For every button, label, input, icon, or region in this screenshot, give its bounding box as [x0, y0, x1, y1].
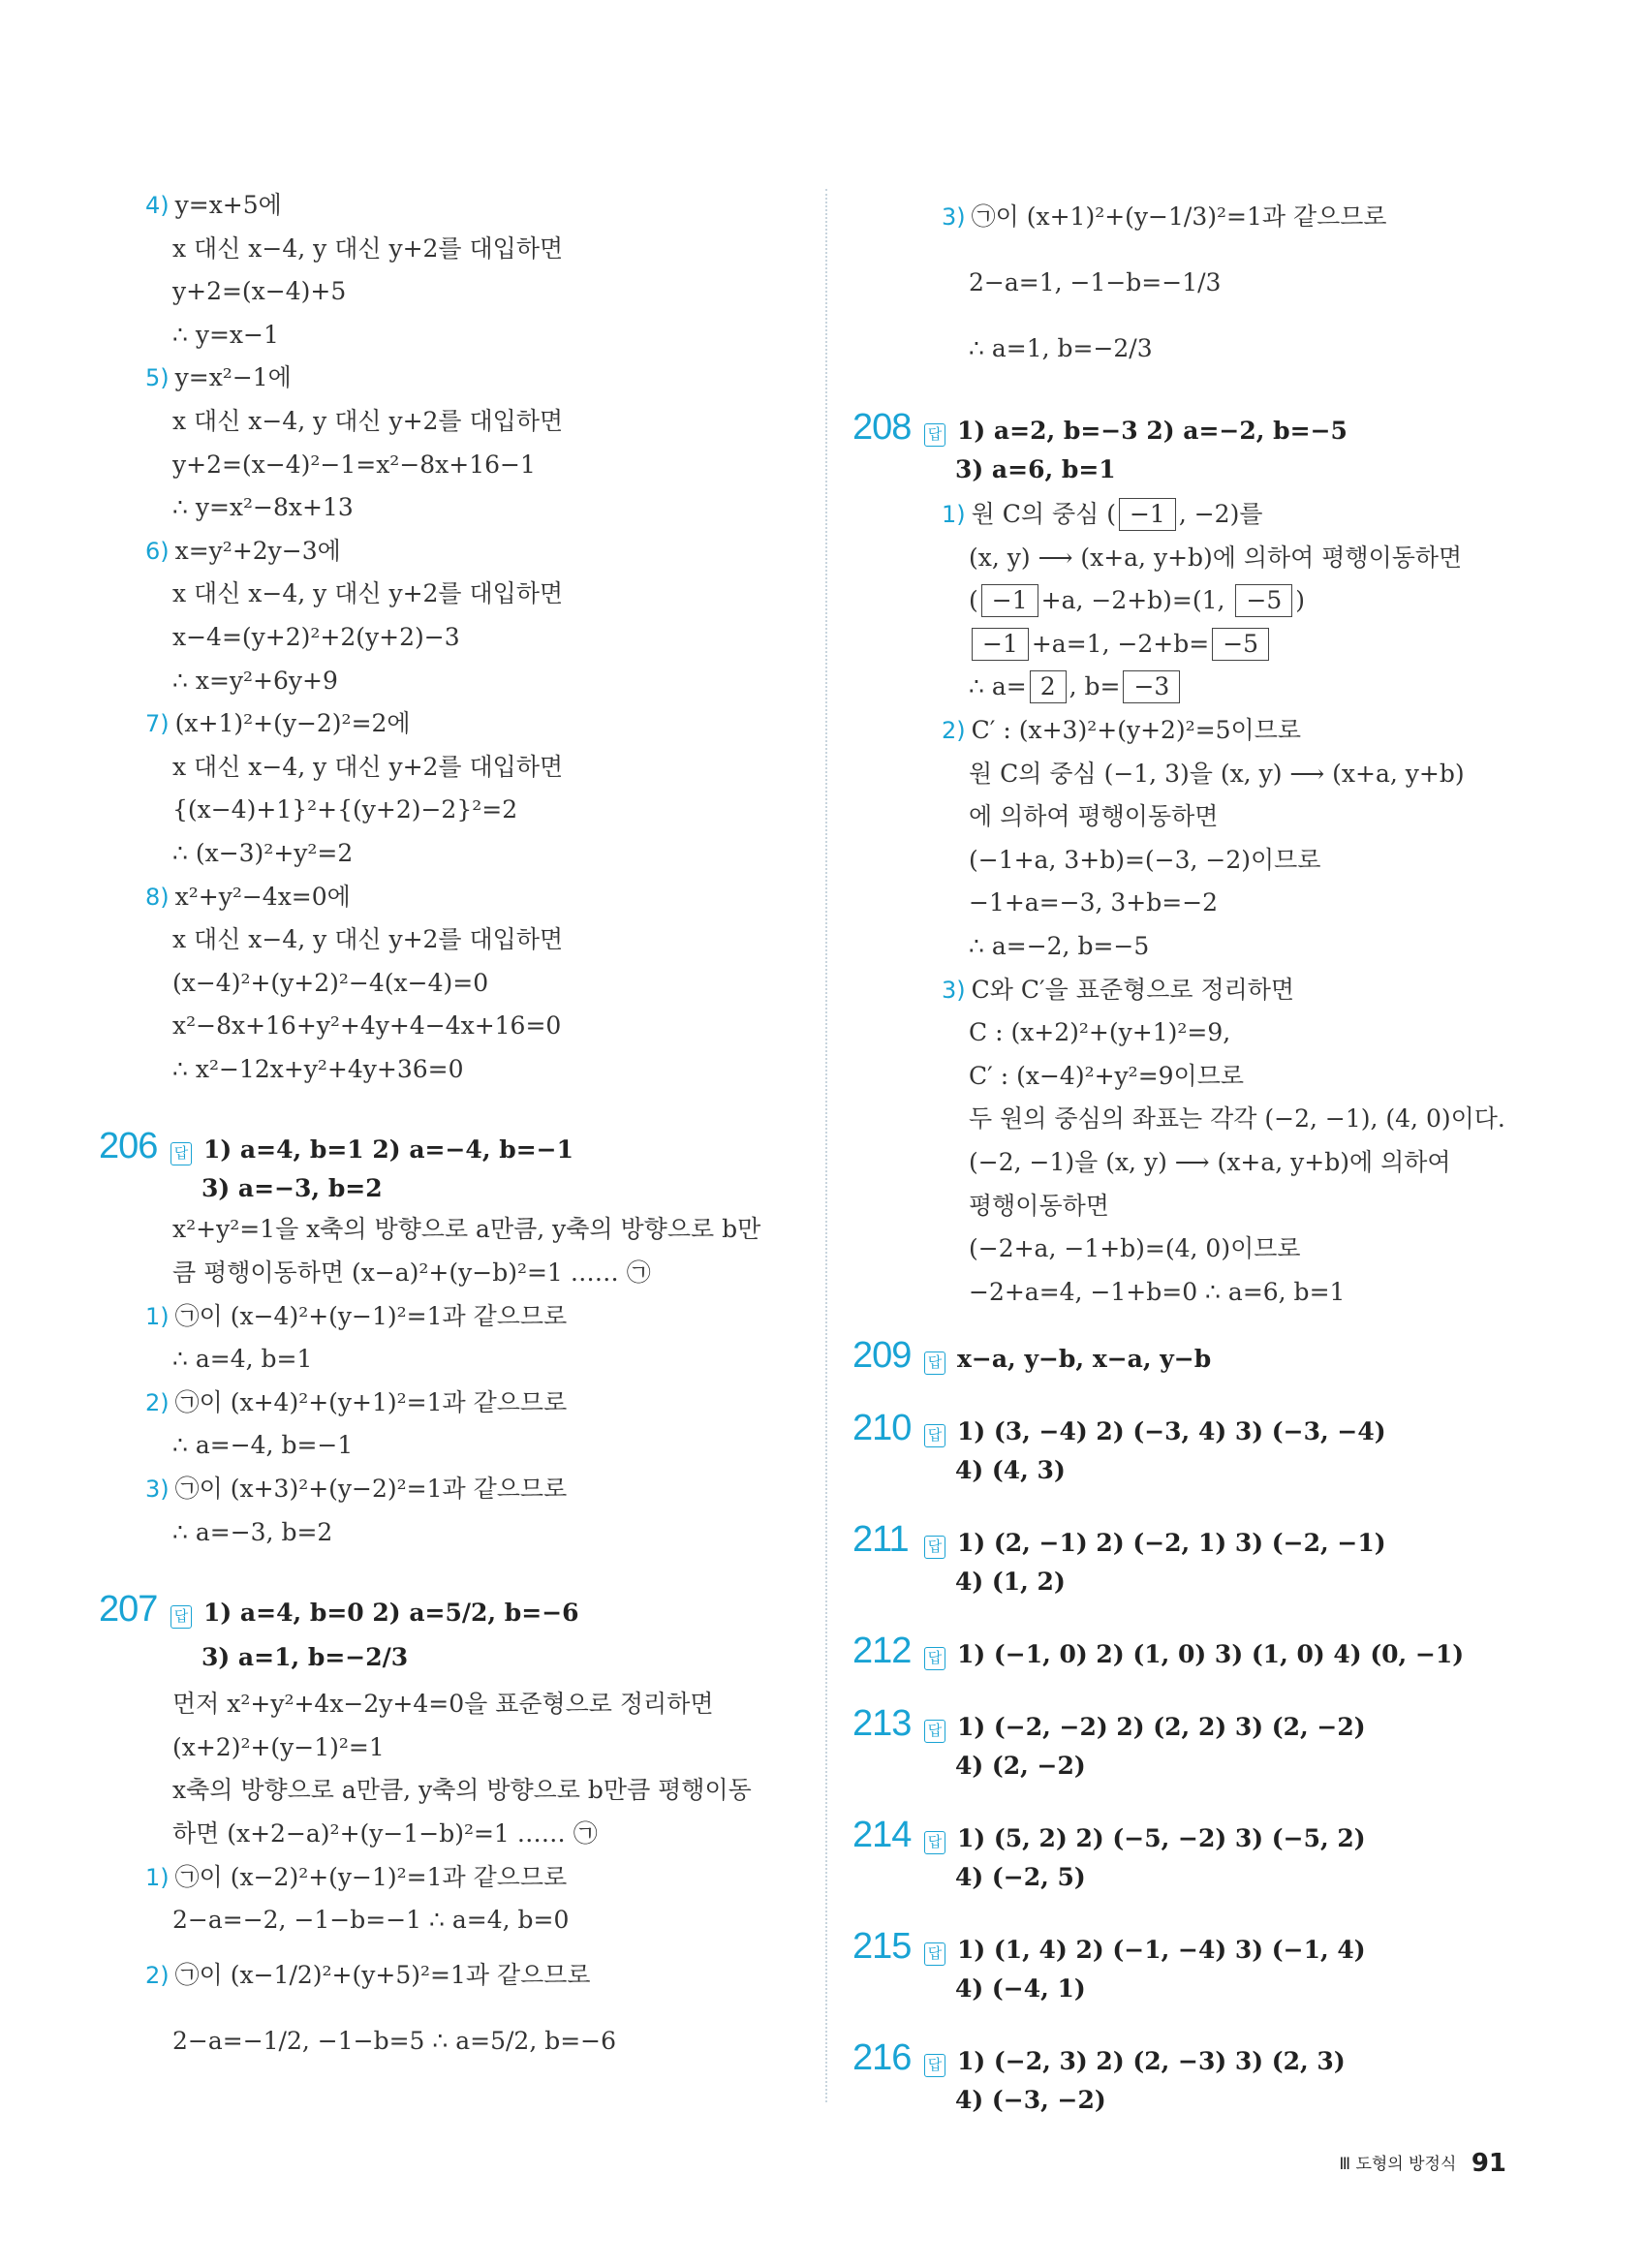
- problem-208: [852, 407, 1531, 1314]
- answer-line-1: 1) a=2, b=−3 2) a=−2, b=−5: [957, 417, 1348, 445]
- answer-line-1: 1) (−2, −2) 2) (2, 2) 3) (2, −2): [957, 1713, 1366, 1742]
- answer-line-2: 4) (−4, 1): [955, 1974, 1086, 2004]
- item-number: 3): [942, 976, 966, 1004]
- solution-line: [942, 316, 1531, 382]
- answer-line-2: 4) (−3, −2): [955, 2086, 1106, 2115]
- solution-line: [145, 1899, 804, 1942]
- line-text: ㉠이 (x−2)²+(y−1)²=1과 같으므로: [174, 1862, 568, 1891]
- problem-number: 207: [99, 1589, 158, 1631]
- text: +a, −2+b)=(1,: [1040, 586, 1233, 615]
- page-footer: [1339, 2149, 1506, 2178]
- line-text: x축의 방향으로 a만큼, y축의 방향으로 b만큼 평행이동: [172, 1776, 752, 1805]
- right-column: [852, 184, 1531, 2120]
- problem-number: 212: [852, 1631, 912, 1672]
- answer-line-1: 1) (2, −1) 2) (−2, 1) 3) (−2, −1): [957, 1529, 1386, 1558]
- line-text: C′ : (x−4)²+y²=9이므로: [969, 1061, 1244, 1090]
- blank-box: −1: [1119, 498, 1176, 531]
- item-number: 1): [145, 1302, 170, 1330]
- spacer: [145, 1091, 804, 1126]
- line-text: ∴ a=1, b=−2/3: [969, 334, 1153, 362]
- answer-badge: 답: [924, 2054, 945, 2077]
- line-text: (−2+a, −1+b)=(4, 0)이므로: [969, 1234, 1301, 1263]
- solution-line: [145, 1424, 804, 1468]
- line-text: {(x−4)+1}²+{(y+2)−2}²=2: [172, 795, 518, 824]
- blank-box: −5: [1212, 628, 1269, 661]
- problem-207: [99, 1589, 804, 2074]
- solution-line: [145, 1726, 804, 1770]
- solution-line: [942, 1055, 1531, 1099]
- answer-header: [852, 1408, 1531, 1451]
- solution-line: [942, 882, 1531, 925]
- line-text: 2−a=1, −1−b=−1/3: [969, 268, 1222, 296]
- solution-line: [942, 666, 1531, 709]
- text: ∴ a=: [969, 672, 1027, 701]
- solution-line: [145, 660, 804, 703]
- problem-number: 216: [852, 2037, 912, 2079]
- item-number: 5): [145, 364, 170, 392]
- line-text: y=x+5에: [174, 191, 282, 219]
- solution-line: [145, 2008, 804, 2074]
- solution-line: [145, 400, 804, 444]
- answer-badge: 답: [924, 1647, 945, 1670]
- line-text: x²+y²=1을 x축의 방향으로 a만큼, y축의 방향으로 b만: [172, 1215, 761, 1244]
- line-text: ∴ (x−3)²+y²=2: [172, 838, 354, 867]
- solution-line: [145, 1252, 804, 1295]
- line-text: ∴ x=y²+6y+9: [172, 666, 338, 695]
- answer-block: [852, 1926, 1531, 2008]
- answer-badge: 답: [924, 1351, 945, 1375]
- solution-line: [145, 1813, 804, 1856]
- solution-line: [145, 1295, 804, 1339]
- solution-line: [145, 573, 804, 616]
- solution-line: [942, 250, 1531, 316]
- answer-header: [99, 1589, 804, 1632]
- solution-line: [145, 962, 804, 1006]
- problem-number: 214: [852, 1815, 912, 1856]
- problem-number: 206: [99, 1126, 158, 1167]
- solution-line: [145, 184, 804, 228]
- answer-block: [852, 1631, 1531, 1674]
- line-text: 먼저 x²+y²+4x−2y+4=0을 표준형으로 정리하면: [172, 1690, 714, 1719]
- spacer: [852, 382, 1531, 407]
- line-text: 에 의하여 평행이동하면: [969, 802, 1219, 831]
- answer-line-2: 4) (−2, 5): [955, 1863, 1086, 1892]
- answer-badge: 답: [170, 1605, 192, 1629]
- page-number: 91: [1471, 2149, 1506, 2178]
- answer-badge: 답: [924, 1536, 945, 1559]
- blank-box: −1: [981, 584, 1038, 617]
- answer-line-2: 4) (2, −2): [955, 1752, 1086, 1781]
- solution-line: [145, 616, 804, 660]
- answer-header: [99, 1126, 804, 1169]
- line-text: (−2, −1)을 (x, y) ⟶ (x+a, y+b)에 의하여: [969, 1147, 1451, 1176]
- text: , b=: [1069, 672, 1121, 701]
- line-text: C와 C′을 표준형으로 정리하면: [971, 975, 1295, 1004]
- line-text: ∴ y=x²−8x+13: [172, 493, 354, 522]
- line-text: x²+y²−4x=0에: [174, 882, 351, 911]
- line-text: x²−8x+16+y²+4y+4−4x+16=0: [172, 1011, 562, 1041]
- line-text: 평행이동하면: [969, 1191, 1109, 1220]
- text: ): [1295, 586, 1306, 615]
- answer-line-2: 3) a=−3, b=2: [201, 1174, 383, 1203]
- solution-line: [145, 228, 804, 271]
- solution-line: [942, 753, 1531, 796]
- answer-block: [852, 1335, 1531, 1379]
- solution-line: [145, 876, 804, 919]
- problem-206: [99, 1126, 804, 1554]
- item-number: 2): [942, 716, 966, 744]
- solution-line: [942, 1011, 1531, 1055]
- answer-badge: 답: [924, 423, 945, 447]
- line-text: 큼 평행이동하면 (x−a)²+(y−b)²=1 …… ㉠: [172, 1258, 651, 1288]
- solution-line: [942, 709, 1531, 753]
- line-text: ∴ a=−3, b=2: [172, 1517, 333, 1546]
- line-text: ∴ y=x−1: [172, 320, 279, 349]
- answer-block: [852, 1408, 1531, 1490]
- problem-number: 210: [852, 1408, 912, 1449]
- solution-line: [145, 530, 804, 574]
- line-text: 2−a=−1/2, −1−b=5 ∴ a=5/2, b=−6: [172, 2026, 617, 2055]
- answer-line-2: 3) a=1, b=−2/3: [201, 1643, 409, 1672]
- answer-line-1: 1) (−2, 3) 2) (2, −3) 3) (2, 3): [957, 2047, 1346, 2076]
- solution-line: [145, 1856, 804, 1900]
- text: 원 C의 중심 (: [971, 500, 1116, 528]
- problem-number: 211: [852, 1519, 909, 1561]
- answer-line-1: 1) (3, −4) 2) (−3, 4) 3) (−3, −4): [957, 1417, 1386, 1446]
- item-number: 3): [942, 203, 966, 231]
- item-number: 7): [145, 710, 170, 738]
- solution-line: [145, 746, 804, 790]
- solution-line: [942, 1271, 1531, 1315]
- problem-number: 209: [852, 1335, 912, 1377]
- text: , −2)를: [1178, 500, 1263, 528]
- answer-block: [852, 1815, 1531, 1897]
- answer-line-1: 1) (1, 4) 2) (−1, −4) 3) (−1, 4): [957, 1936, 1366, 1965]
- solution-line: [145, 1208, 804, 1252]
- line-text: −2+a=4, −1+b=0 ∴ a=6, b=1: [969, 1277, 1346, 1306]
- solution-line: [145, 1338, 804, 1382]
- line-text: ㉠이 (x+4)²+(y+1)²=1과 같으므로: [174, 1387, 568, 1416]
- problem-number: 208: [852, 407, 912, 448]
- answer-header: [852, 1519, 1531, 1563]
- chapter-title: Ⅲ 도형의 방정식: [1339, 2155, 1457, 2174]
- answer-block: [852, 1703, 1531, 1786]
- solution-line: [145, 1048, 804, 1092]
- solution-line: [145, 357, 804, 400]
- item-number: 1): [145, 1863, 170, 1891]
- line-text: C′ : (x+3)²+(y+2)²=5이므로: [971, 715, 1301, 744]
- solution-line: [145, 702, 804, 746]
- text: (: [969, 586, 978, 615]
- answer-line-1: 1) (−1, 0) 2) (1, 0) 3) (1, 0) 4) (0, −1): [957, 1640, 1465, 1669]
- solution-line: [145, 1942, 804, 2008]
- line-text: ㉠이 (x+1)²+(y−1/3)²=1과 같으므로: [971, 202, 1387, 231]
- line-text: C : (x+2)²+(y+1)²=9,: [969, 1018, 1231, 1047]
- answer-list: [852, 1335, 1531, 2120]
- solution-line: [942, 839, 1531, 883]
- solution-line: [145, 1683, 804, 1726]
- problem-207-continuation: [852, 184, 1531, 382]
- solution-line: [942, 969, 1531, 1012]
- answer-line-2: 4) (1, 2): [955, 1568, 1066, 1597]
- line-text: x 대신 x−4, y 대신 y+2를 대입하면: [172, 925, 564, 954]
- answer-header: [852, 1926, 1531, 1970]
- blank-box: −5: [1235, 584, 1292, 617]
- line-text: x 대신 x−4, y 대신 y+2를 대입하면: [172, 579, 564, 608]
- problem-205-continuation: [145, 184, 804, 1091]
- solution-line: [145, 270, 804, 314]
- solution-line: [145, 918, 804, 962]
- solution-line: [942, 795, 1531, 839]
- answer-line-2: 3) a=6, b=1: [955, 455, 1116, 483]
- solution: [852, 493, 1531, 1314]
- solution-line: [145, 314, 804, 357]
- solution-line: [942, 493, 1531, 537]
- line-text: ∴ a=−2, b=−5: [969, 931, 1150, 960]
- answer-badge: 답: [924, 1831, 945, 1854]
- solution-line: [145, 832, 804, 876]
- answer-line-2: 4) (4, 3): [955, 1456, 1066, 1485]
- spacer: [145, 1554, 804, 1589]
- line-text: ㉠이 (x−4)²+(y−1)²=1과 같으므로: [174, 1301, 568, 1330]
- line-text: y+2=(x−4)+5: [172, 277, 347, 306]
- item-number: 6): [145, 537, 170, 565]
- solution-line: [145, 789, 804, 832]
- answer-block: [852, 1519, 1531, 1601]
- line-text: ∴ x²−12x+y²+4y+36=0: [172, 1054, 464, 1083]
- line-text: x 대신 x−4, y 대신 y+2를 대입하면: [172, 752, 564, 781]
- left-column: [99, 184, 804, 2074]
- problem-number: 215: [852, 1926, 912, 1968]
- item-number: 2): [145, 1961, 170, 1989]
- answer-line-1: 1) (5, 2) 2) (−5, −2) 3) (−5, 2): [957, 1824, 1366, 1853]
- answer-header: [852, 1815, 1531, 1858]
- answer-line-1: 1) a=4, b=0 2) a=5/2, b=−6: [203, 1599, 579, 1628]
- answer-badge: 답: [924, 1424, 945, 1447]
- solution-line: [145, 486, 804, 530]
- item-number: 1): [942, 501, 966, 528]
- solution-line: (x, y) ⟶ (x+a, y+b)에 의하여 평행이동하면: [969, 543, 1463, 572]
- solution-line: [942, 184, 1531, 250]
- answer-badge: 답: [924, 1720, 945, 1743]
- item-number: 2): [145, 1388, 170, 1416]
- answer-header: [852, 2037, 1531, 2081]
- column-divider: [825, 189, 827, 2102]
- line-text: y+2=(x−4)²−1=x²−8x+16−1: [172, 450, 536, 479]
- solution-line: [145, 444, 804, 487]
- solution-line: [145, 1005, 804, 1048]
- answer-block: [852, 2037, 1531, 2120]
- line-text: ㉠이 (x+3)²+(y−2)²=1과 같으므로: [174, 1475, 568, 1504]
- answer-line-1: x−a, y−b, x−a, y−b: [957, 1345, 1212, 1374]
- solution-line: [942, 1098, 1531, 1141]
- line-text: 두 원의 중심의 좌표는 각각 (−2, −1), (4, 0)이다.: [969, 1104, 1505, 1134]
- line-text: x 대신 x−4, y 대신 y+2를 대입하면: [172, 406, 564, 435]
- item-number: 3): [145, 1476, 170, 1504]
- blank-box: 2: [1030, 670, 1067, 703]
- solution-line: [145, 1382, 804, 1425]
- solution-line: [942, 1141, 1531, 1185]
- problem-number: 213: [852, 1703, 912, 1745]
- line-text: 하면 (x+2−a)²+(y−1−b)²=1 …… ㉠: [172, 1819, 598, 1848]
- solution-line: [145, 1468, 804, 1511]
- item-number: 4): [145, 192, 170, 219]
- answer-header: [852, 1335, 1531, 1379]
- item-number: 8): [145, 883, 170, 911]
- answer-header: [852, 1703, 1531, 1747]
- line-text: ∴ a=−4, b=−1: [172, 1431, 354, 1460]
- line-text: ∴ a=4, b=1: [172, 1345, 313, 1374]
- blank-box: −1: [972, 628, 1029, 661]
- solution-line: [942, 579, 1531, 623]
- blank-box: −3: [1123, 670, 1180, 703]
- line-text: (x+2)²+(y−1)²=1: [172, 1732, 385, 1761]
- solution: [145, 1683, 804, 2074]
- line-text: x 대신 x−4, y 대신 y+2를 대입하면: [172, 233, 564, 263]
- solution: [145, 1208, 804, 1554]
- answer-header: [852, 407, 1531, 450]
- solution-line: [942, 1185, 1531, 1228]
- line-text: y=x²−1에: [174, 363, 292, 392]
- answer-line-1: 1) a=4, b=1 2) a=−4, b=−1: [203, 1135, 573, 1165]
- line-text: x−4=(y+2)²+2(y+2)−3: [172, 622, 460, 651]
- solution-line: [942, 623, 1531, 667]
- solution-line: [145, 1769, 804, 1813]
- answer-badge: 답: [924, 1942, 945, 1966]
- solution-line: [145, 1511, 804, 1555]
- text: +a=1, −2+b=: [1031, 629, 1210, 658]
- line-text: 2−a=−2, −1−b=−1 ∴ a=4, b=0: [172, 1906, 570, 1935]
- answer-header: [852, 1631, 1531, 1674]
- line-text: −1+a=−3, 3+b=−2: [969, 888, 1219, 917]
- line-text: (x−4)²+(y+2)²−4(x−4)=0: [172, 968, 489, 997]
- line-text: x=y²+2y−3에: [174, 536, 341, 565]
- answer-badge: 답: [170, 1142, 192, 1165]
- line-text: ㉠이 (x−1/2)²+(y+5)²=1과 같으므로: [174, 1960, 591, 1989]
- line-text: (−1+a, 3+b)=(−3, −2)이므로: [969, 845, 1321, 874]
- solution-line: [942, 1227, 1531, 1271]
- solution-rest: [942, 709, 1531, 1314]
- line-text: (x+1)²+(y−2)²=2에: [174, 709, 411, 738]
- line-text: 원 C의 중심 (−1, 3)을 (x, y) ⟶ (x+a, y+b): [969, 759, 1465, 788]
- solution-line: [942, 925, 1531, 969]
